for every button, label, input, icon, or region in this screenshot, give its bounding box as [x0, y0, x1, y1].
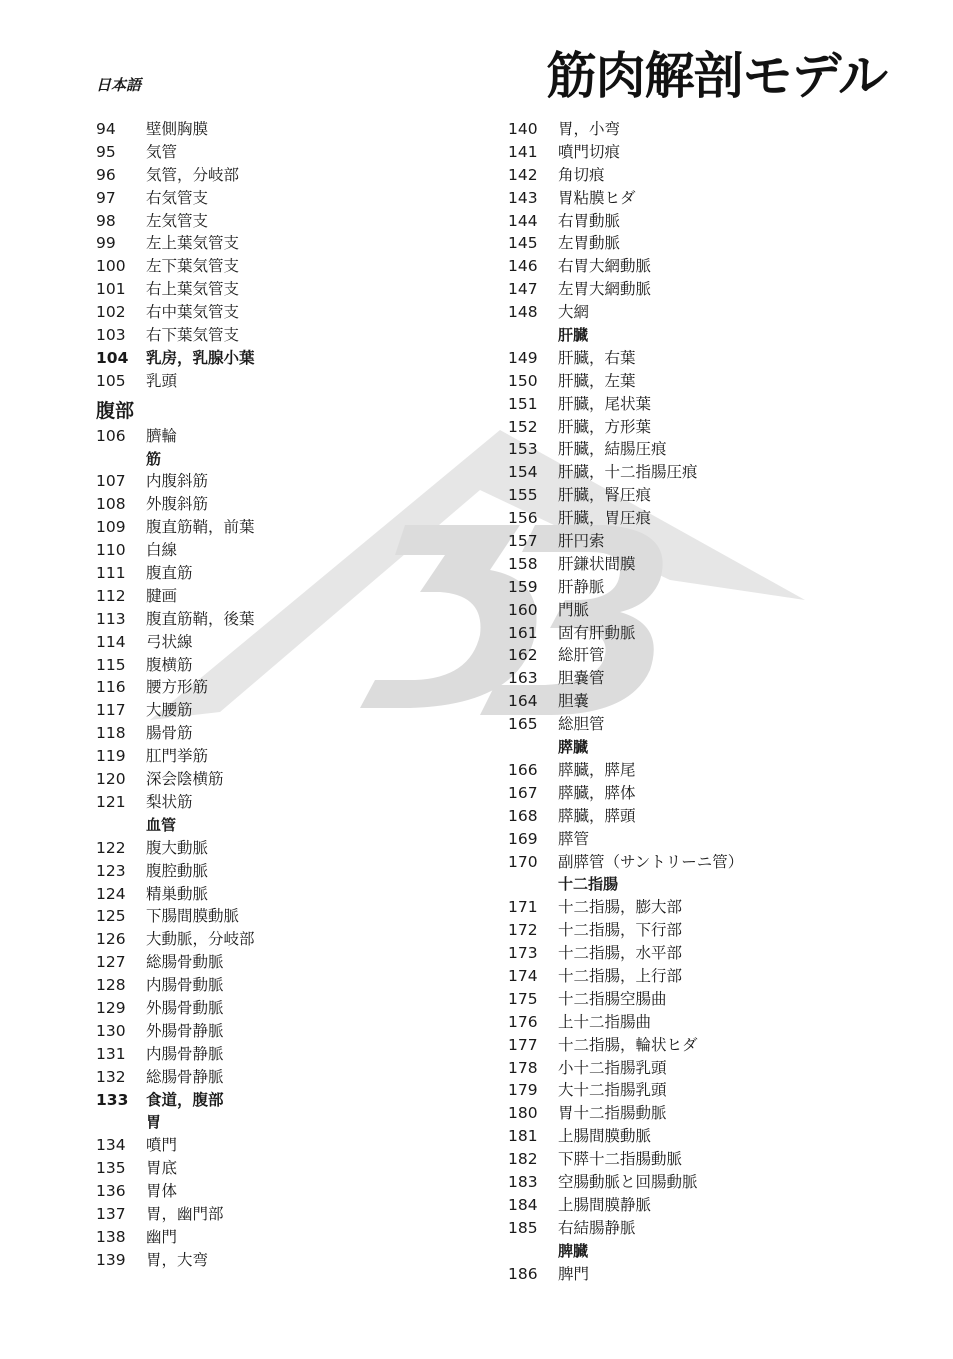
item-name: 膵臓，膵頭	[558, 806, 636, 825]
list-item	[508, 759, 888, 782]
list-item	[508, 942, 888, 965]
item-number: 130	[96, 1021, 126, 1040]
list-item	[96, 745, 456, 768]
item-number: 126	[96, 930, 126, 949]
item-name: 左下葉気管支	[146, 257, 240, 276]
list-item	[96, 278, 456, 301]
item-name: 総胆管	[558, 715, 605, 734]
list-item	[96, 1089, 456, 1112]
item-name: 門脈	[558, 600, 590, 619]
item-number: 173	[508, 944, 538, 963]
item-name: 胃十二指腸動脈	[558, 1104, 667, 1123]
item-number: 131	[96, 1044, 126, 1063]
item-name: 胃粘膜ヒダ	[558, 188, 636, 207]
list-item	[96, 1020, 456, 1043]
list-item	[96, 654, 456, 677]
item-name: 腹腔動脈	[146, 861, 209, 880]
item-number: 100	[96, 257, 126, 276]
list-item	[96, 676, 456, 699]
item-name: 弓状線	[146, 632, 193, 651]
item-number: 127	[96, 953, 126, 972]
item-name: 腹直筋鞘，後葉	[146, 609, 255, 628]
list-item	[508, 164, 888, 187]
item-name: 腸骨筋	[146, 724, 193, 743]
list-item	[96, 768, 456, 791]
list-item	[96, 997, 456, 1020]
item-number: 159	[508, 577, 538, 596]
list-item	[508, 1148, 888, 1171]
list-item	[508, 988, 888, 1011]
item-name: 肝臓，方形葉	[558, 417, 652, 436]
list-item	[96, 883, 456, 906]
list-item	[508, 118, 888, 141]
item-number: 103	[96, 326, 126, 345]
list-item	[508, 1171, 888, 1194]
item-number: 97	[96, 188, 116, 207]
item-number: 184	[508, 1195, 538, 1214]
item-number: 150	[508, 371, 538, 390]
list-item	[96, 210, 456, 233]
list-item	[96, 928, 456, 951]
item-number: 140	[508, 120, 538, 138]
list-item	[96, 425, 456, 448]
list-item	[96, 118, 456, 141]
item-name: 十二指腸，上行部	[558, 966, 683, 985]
list-item	[508, 438, 888, 461]
item-name: 胃底	[146, 1159, 178, 1178]
list-item	[508, 1102, 888, 1125]
subsection-heading: 十二指腸	[558, 875, 619, 894]
item-number: 102	[96, 303, 126, 322]
item-number: 151	[508, 394, 538, 413]
item-name: 肝臓，尾状葉	[558, 394, 652, 413]
item-name: 十二指腸，水平部	[558, 944, 683, 963]
list-item	[96, 1066, 456, 1089]
item-number: 124	[96, 884, 126, 903]
list-item	[508, 232, 888, 255]
item-number: 109	[96, 518, 126, 537]
item-name: 梨状筋	[146, 792, 193, 811]
item-name: 外腸骨動脈	[146, 998, 224, 1017]
item-number: 114	[96, 632, 126, 651]
item-name: 胃，小弯	[558, 120, 621, 138]
list-item	[508, 599, 888, 622]
list-item	[508, 828, 888, 851]
item-name: 左胃大網動脈	[558, 280, 652, 299]
item-number: 166	[508, 760, 538, 779]
item-number: 169	[508, 829, 538, 848]
item-number: 98	[96, 211, 116, 230]
item-name: 膵臓，膵尾	[558, 760, 636, 779]
item-number: 134	[96, 1136, 126, 1155]
section-heading: 腹部	[96, 399, 135, 422]
item-number: 186	[508, 1264, 538, 1283]
list-item	[96, 1203, 456, 1226]
item-name: 膵管	[558, 829, 590, 848]
list-item	[508, 896, 888, 919]
list-item	[96, 164, 456, 187]
item-number: 165	[508, 715, 538, 734]
item-name: 十二指腸，輪状ヒダ	[558, 1035, 698, 1054]
item-name: 十二指腸空腸曲	[558, 989, 667, 1008]
list-item	[508, 530, 888, 553]
item-name: 右下葉気管支	[146, 326, 240, 345]
item-number: 174	[508, 966, 538, 985]
list-item	[508, 393, 888, 416]
item-name: 腱画	[146, 586, 178, 605]
subsection-heading: 胃	[146, 1113, 162, 1132]
item-number: 107	[96, 472, 126, 491]
list-item	[508, 1011, 888, 1034]
item-number: 113	[96, 609, 126, 628]
item-number: 96	[96, 165, 116, 184]
item-name: 深会陰横筋	[146, 770, 224, 789]
item-name: 角切痕	[558, 165, 605, 184]
item-name: 副膵管（サントリーニ管）	[558, 852, 744, 871]
list-item	[508, 255, 888, 278]
item-name: 左上葉気管支	[146, 234, 240, 253]
list-item	[508, 1194, 888, 1217]
list-item	[508, 301, 888, 324]
language-label: 日本語	[96, 76, 142, 94]
item-number: 99	[96, 234, 116, 253]
list-item	[96, 562, 456, 585]
item-name: 腹直筋鞘，前葉	[146, 518, 255, 537]
item-name: 乳房，乳腺小葉	[146, 348, 255, 367]
item-number: 133	[96, 1090, 129, 1109]
item-number: 176	[508, 1012, 538, 1031]
item-number: 101	[96, 280, 126, 299]
list-item	[508, 1057, 888, 1080]
item-number: 144	[508, 211, 538, 230]
list-item	[508, 484, 888, 507]
item-number: 164	[508, 692, 538, 711]
item-name: 空腸動脈と回腸動脈	[558, 1172, 698, 1191]
item-number: 157	[508, 532, 538, 551]
list-item	[508, 1263, 888, 1286]
item-number: 181	[508, 1127, 538, 1146]
list-item	[96, 1180, 456, 1203]
item-number: 128	[96, 976, 126, 995]
item-name: 小十二指腸乳頭	[558, 1058, 667, 1077]
item-number: 121	[96, 792, 126, 811]
item-name: 肝臓，十二指腸圧痕	[558, 463, 698, 482]
item-name: 大腰筋	[146, 701, 193, 720]
item-number: 154	[508, 463, 538, 482]
item-number: 132	[96, 1067, 126, 1086]
item-name: 乳頭	[146, 371, 178, 390]
list-item	[508, 667, 888, 690]
item-number: 180	[508, 1104, 538, 1123]
item-number: 178	[508, 1058, 538, 1077]
list-item	[96, 837, 456, 860]
item-name: 十二指腸，膨大部	[558, 898, 683, 917]
item-number: 168	[508, 806, 538, 825]
item-name: 肝円索	[558, 532, 605, 551]
item-name: 胃，幽門部	[146, 1204, 224, 1223]
item-number: 185	[508, 1218, 538, 1237]
item-name: 胃，大弯	[146, 1250, 209, 1269]
item-name: 右胃大網動脈	[558, 257, 652, 276]
right-column	[508, 118, 888, 1285]
item-number: 152	[508, 417, 538, 436]
item-number: 95	[96, 142, 116, 161]
left-column	[96, 118, 456, 1272]
list-item	[508, 1125, 888, 1148]
item-name: 胃体	[146, 1182, 178, 1201]
item-name: 肝臓，結腸圧痕	[558, 440, 667, 459]
item-name: 内腸骨動脈	[146, 976, 224, 995]
item-number: 105	[96, 371, 126, 390]
list-item	[96, 255, 456, 278]
item-number: 143	[508, 188, 538, 207]
item-name: 固有肝動脈	[558, 623, 636, 642]
list-item	[508, 805, 888, 828]
item-name: 肝臓，右葉	[558, 348, 636, 367]
item-name: 右気管支	[146, 188, 209, 207]
item-number: 135	[96, 1159, 126, 1178]
item-name: 総肝管	[558, 646, 605, 665]
item-name: 胆嚢管	[558, 669, 605, 688]
list-item	[508, 416, 888, 439]
list-item	[508, 370, 888, 393]
item-number: 112	[96, 586, 126, 605]
item-name: 膵臓，膵体	[558, 783, 636, 802]
list-item	[96, 1226, 456, 1249]
item-name: 大十二指腸乳頭	[558, 1081, 667, 1100]
list-item	[96, 347, 456, 370]
item-name: 胆嚢	[558, 692, 590, 711]
item-name: 食道，腹部	[146, 1090, 224, 1109]
item-number: 177	[508, 1035, 538, 1054]
item-number: 183	[508, 1172, 538, 1191]
item-number: 163	[508, 669, 538, 688]
list-item	[508, 141, 888, 164]
list-item	[508, 210, 888, 233]
item-number: 141	[508, 142, 538, 161]
item-number: 167	[508, 783, 538, 802]
list-item	[96, 585, 456, 608]
list-item	[96, 370, 456, 393]
item-number: 172	[508, 921, 538, 940]
item-name: 外腸骨静脈	[146, 1021, 224, 1040]
list-item	[508, 553, 888, 576]
item-name: 右胃動脈	[558, 211, 621, 230]
item-number: 106	[96, 426, 126, 445]
item-name: 肛門挙筋	[146, 747, 209, 766]
item-name: 脾門	[558, 1264, 590, 1283]
item-number: 148	[508, 303, 538, 322]
list-item	[96, 1043, 456, 1066]
item-number: 170	[508, 852, 538, 871]
item-name: 気管，分岐部	[146, 165, 240, 184]
item-number: 146	[508, 257, 538, 276]
item-number: 179	[508, 1081, 538, 1100]
item-number: 139	[96, 1250, 126, 1269]
item-name: 総腸骨動脈	[146, 953, 224, 972]
item-name: 下腸間膜動脈	[146, 907, 240, 926]
item-number: 182	[508, 1150, 538, 1169]
item-name: 十二指腸，下行部	[558, 921, 683, 940]
item-number: 120	[96, 770, 126, 789]
subsection-heading: 膵臓	[558, 738, 589, 757]
item-name: 総腸骨静脈	[146, 1067, 224, 1086]
item-name: 腹大動脈	[146, 838, 209, 857]
list-item	[508, 1034, 888, 1057]
list-item	[508, 1079, 888, 1102]
list-item	[508, 187, 888, 210]
list-item	[96, 301, 456, 324]
list-item	[508, 644, 888, 667]
item-name: 大動脈，分岐部	[146, 930, 255, 949]
list-item	[96, 1249, 456, 1272]
item-name: 上十二指腸曲	[558, 1012, 652, 1031]
list-item	[508, 278, 888, 301]
list-item	[508, 782, 888, 805]
list-item	[508, 965, 888, 988]
item-name: 肝臓，左葉	[558, 371, 636, 390]
item-name: 肝臓，胃圧痕	[558, 509, 652, 528]
item-number: 125	[96, 907, 126, 926]
list-item	[508, 347, 888, 370]
list-item	[96, 631, 456, 654]
item-number: 129	[96, 998, 126, 1017]
list-item	[508, 622, 888, 645]
item-name: 精巣動脈	[146, 884, 209, 903]
list-item	[96, 141, 456, 164]
item-name: 上腸間膜動脈	[558, 1127, 652, 1146]
list-item	[96, 1134, 456, 1157]
item-name: 右上葉気管支	[146, 280, 240, 299]
list-item	[508, 851, 888, 874]
list-item	[96, 608, 456, 631]
item-name: 肝鎌状間膜	[558, 554, 636, 573]
list-item	[508, 507, 888, 530]
item-number: 104	[96, 348, 129, 367]
item-name: 内腹斜筋	[146, 472, 209, 491]
list-item	[96, 699, 456, 722]
list-item	[96, 232, 456, 255]
list-item	[96, 860, 456, 883]
item-name: 内腸骨静脈	[146, 1044, 224, 1063]
subsection-heading: 筋	[146, 449, 162, 468]
item-number: 94	[96, 120, 116, 138]
item-name: 右中葉気管支	[146, 303, 240, 322]
item-number: 136	[96, 1182, 126, 1201]
subsection-heading: 血管	[146, 815, 177, 834]
item-name: 右結腸静脈	[558, 1218, 636, 1237]
item-name: 噴門切痕	[558, 142, 621, 161]
item-number: 147	[508, 280, 538, 299]
list-item	[96, 187, 456, 210]
item-name: 腹直筋	[146, 564, 193, 583]
list-item	[96, 1157, 456, 1180]
list-item	[508, 690, 888, 713]
list-item	[508, 1217, 888, 1240]
list-item	[96, 791, 456, 814]
list-item	[508, 713, 888, 736]
list-item	[508, 461, 888, 484]
item-number: 111	[96, 564, 126, 583]
item-number: 110	[96, 541, 126, 560]
item-number: 158	[508, 554, 538, 573]
list-item	[96, 470, 456, 493]
item-number: 156	[508, 509, 538, 528]
item-number: 155	[508, 486, 538, 505]
item-number: 116	[96, 678, 126, 697]
list-item	[508, 576, 888, 599]
item-name: 壁側胸膜	[146, 120, 209, 138]
list-item	[96, 493, 456, 516]
item-number: 118	[96, 724, 126, 743]
item-name: 上腸間膜静脈	[558, 1195, 652, 1214]
item-name: 腹横筋	[146, 655, 193, 674]
item-name: 気管	[146, 142, 178, 161]
item-name: 外腹斜筋	[146, 495, 209, 514]
item-number: 175	[508, 989, 538, 1008]
item-name: 下膵十二指腸動脈	[558, 1150, 683, 1169]
item-number: 137	[96, 1204, 126, 1223]
item-number: 171	[508, 898, 538, 917]
item-name: 左気管支	[146, 211, 209, 230]
list-item	[96, 974, 456, 997]
list-item	[96, 324, 456, 347]
item-number: 117	[96, 701, 126, 720]
item-number: 145	[508, 234, 538, 253]
item-number: 138	[96, 1227, 126, 1246]
item-name: 幽門	[146, 1227, 178, 1246]
item-number: 160	[508, 600, 538, 619]
item-name: 腰方形筋	[146, 678, 209, 697]
list-item	[96, 539, 456, 562]
item-number: 162	[508, 646, 538, 665]
item-number: 108	[96, 495, 126, 514]
item-number: 122	[96, 838, 126, 857]
item-name: 大網	[558, 303, 590, 322]
list-item	[96, 951, 456, 974]
item-number: 142	[508, 165, 538, 184]
item-name: 白線	[146, 541, 178, 560]
item-number: 149	[508, 348, 538, 367]
list-item	[96, 516, 456, 539]
item-number: 153	[508, 440, 538, 459]
subsection-heading: 脾臓	[558, 1241, 589, 1260]
item-number: 161	[508, 623, 538, 642]
item-name: 肝静脈	[558, 577, 605, 596]
item-name: 左胃動脈	[558, 234, 621, 253]
list-item	[96, 905, 456, 928]
list-item	[508, 919, 888, 942]
item-name: 噴門	[146, 1136, 178, 1155]
item-number: 119	[96, 747, 126, 766]
list-item	[96, 722, 456, 745]
page-title: 筋肉解剖モデル	[546, 47, 887, 105]
item-number: 115	[96, 655, 126, 674]
item-name: 肝臓，腎圧痕	[558, 486, 652, 505]
item-number: 123	[96, 861, 126, 880]
item-name: 臍輪	[146, 426, 178, 445]
subsection-heading: 肝臓	[558, 326, 589, 345]
